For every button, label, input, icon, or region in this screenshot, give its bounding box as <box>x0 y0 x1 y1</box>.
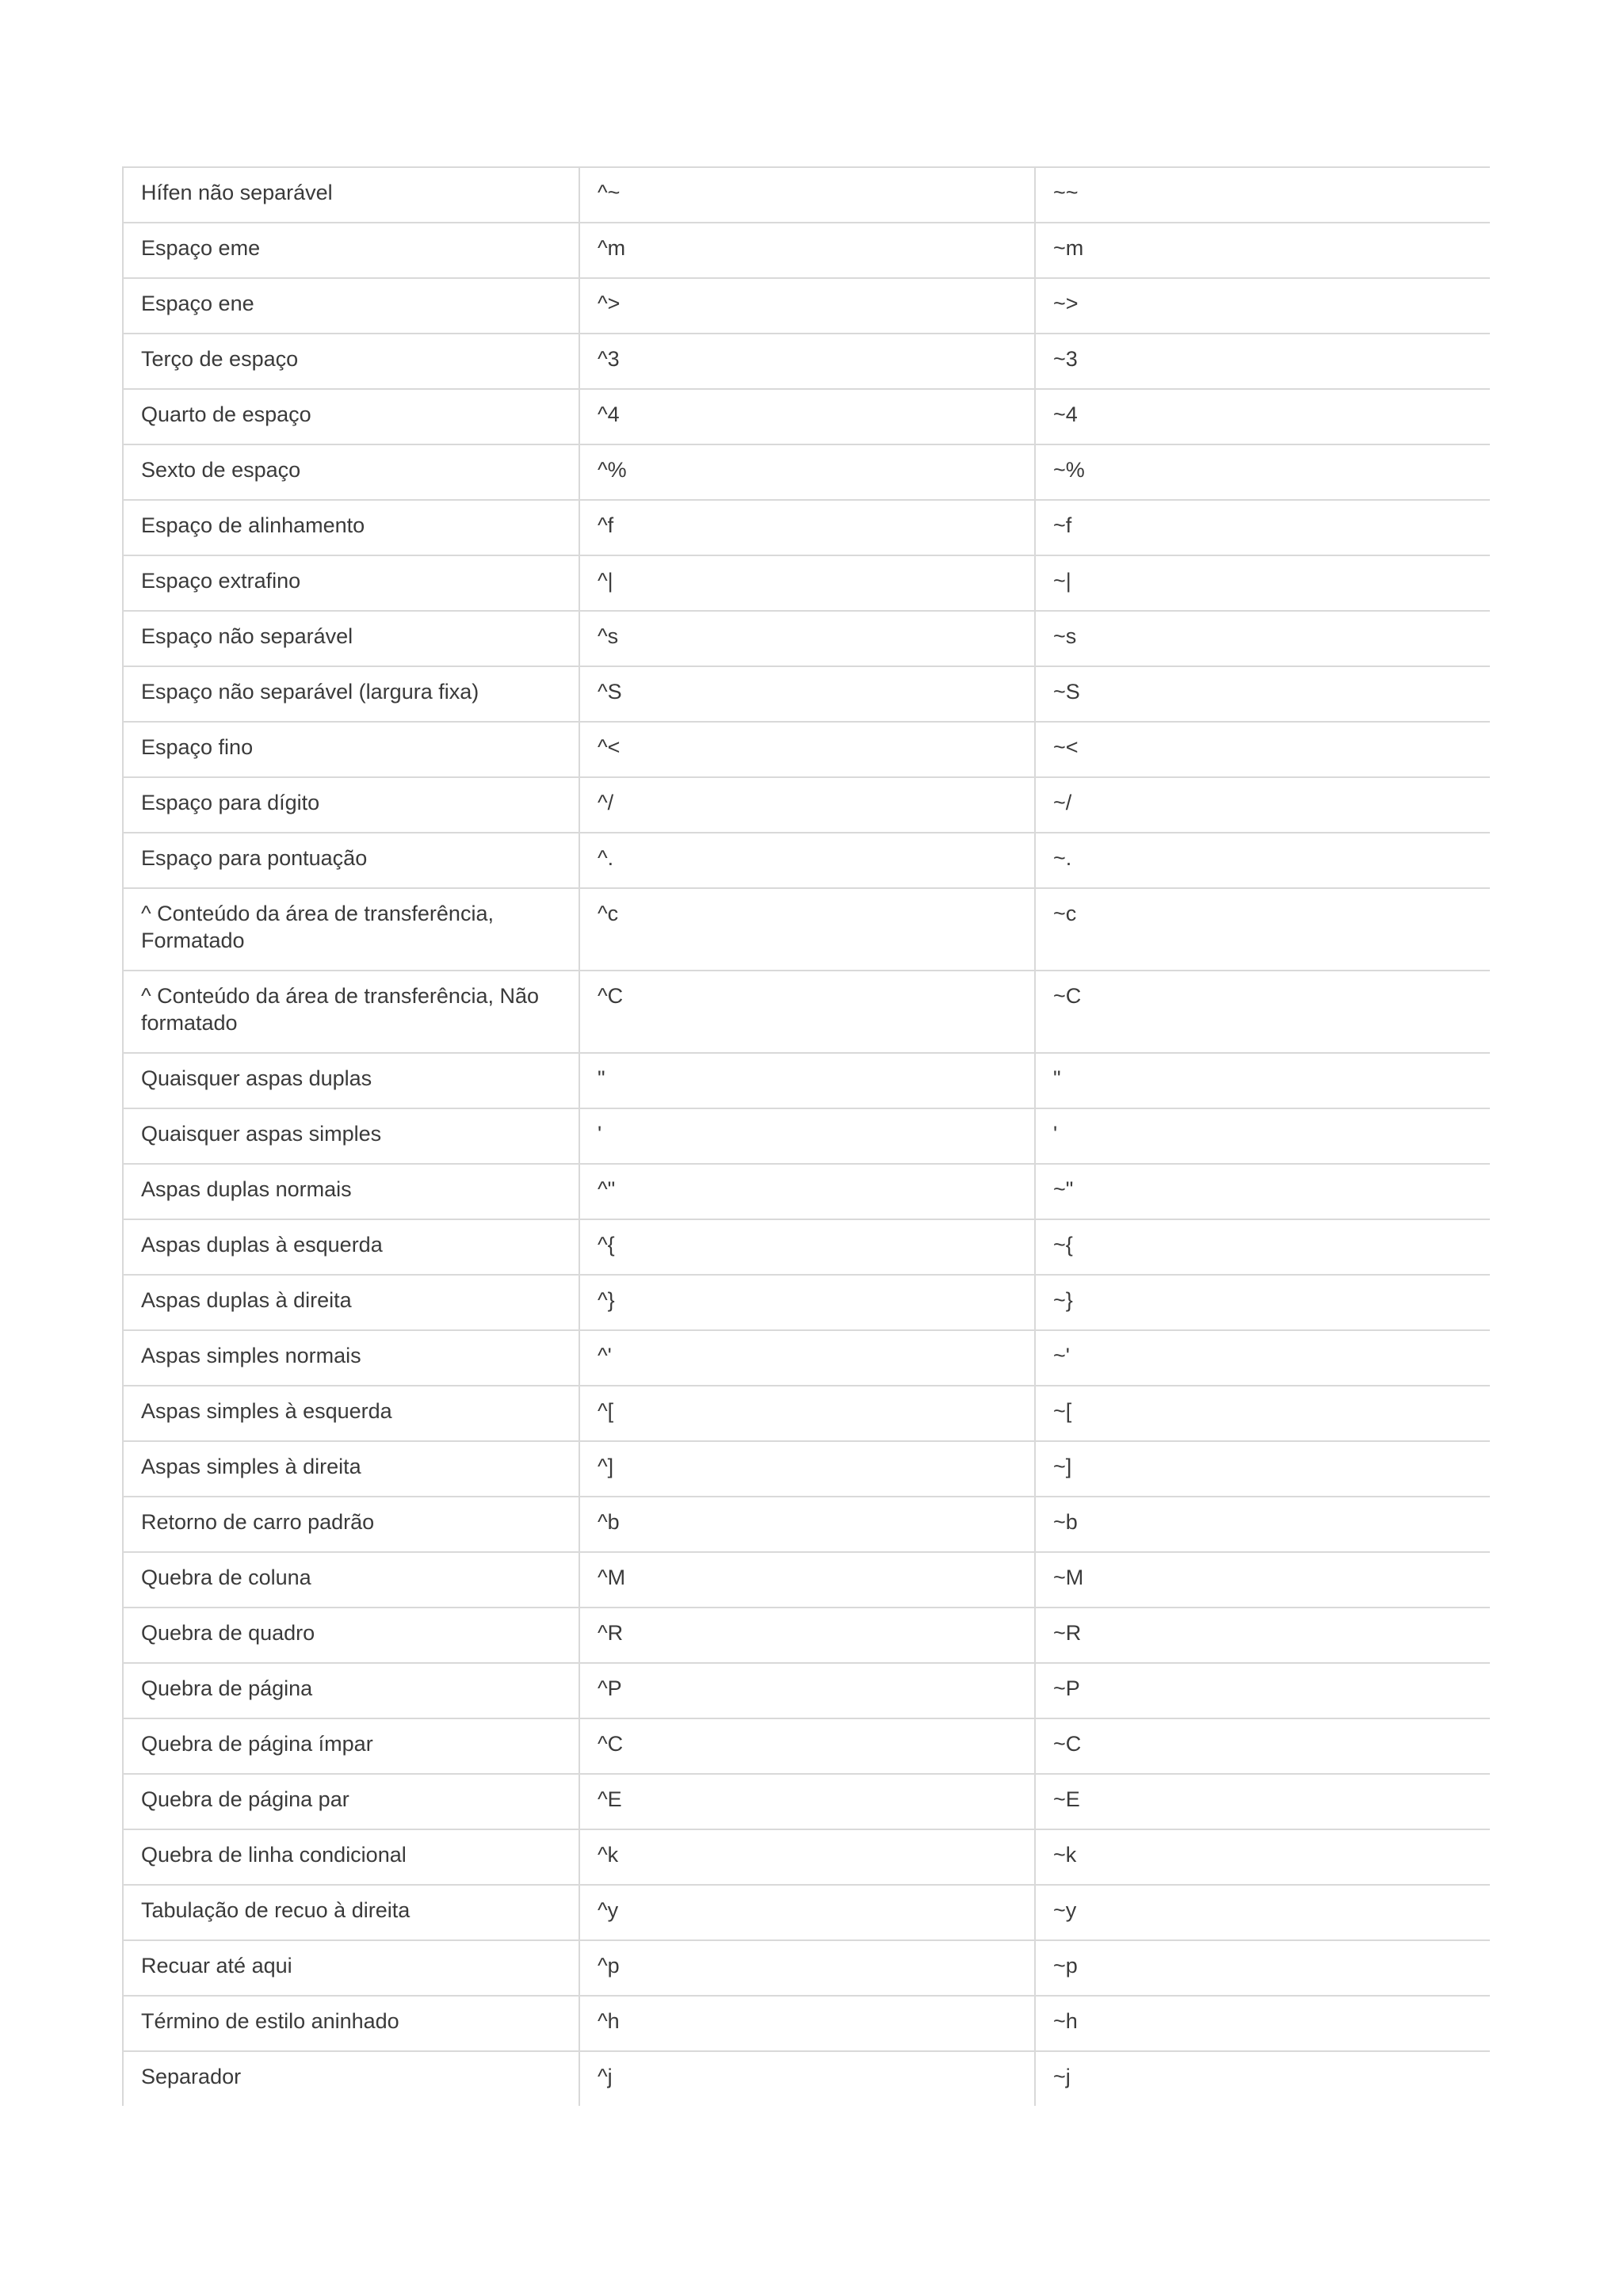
table-cell-code-tilde: ~" <box>1035 1164 1490 1219</box>
table-cell-name: Espaço não separável (largura fixa) <box>123 666 579 722</box>
table-cell-name: Espaço não separável <box>123 611 579 666</box>
table-cell-code-caret: ^' <box>579 1330 1035 1386</box>
table-cell-code-caret: ^% <box>579 444 1035 500</box>
table-cell-name: ^ Conteúdo da área de transferência, Formatado <box>123 888 579 971</box>
table-cell-code-caret: ^~ <box>579 167 1035 223</box>
special-characters-table-container <box>122 166 1490 2123</box>
table-cell-code-caret: ^> <box>579 278 1035 334</box>
table-row <box>123 1829 1490 1885</box>
table-cell-name: Espaço extrafino <box>123 555 579 611</box>
table-cell-code-caret: ^C <box>579 1718 1035 1774</box>
table-row <box>123 1663 1490 1718</box>
table-cell-code-tilde: ~| <box>1035 555 1490 611</box>
table-cell-name: Quarto de espaço <box>123 389 579 444</box>
table-cell-name: Recuar até aqui <box>123 1940 579 1996</box>
table-cell-code-tilde: ~} <box>1035 1275 1490 1330</box>
table-cell-code-tilde: ~S <box>1035 666 1490 722</box>
table-cell-name: Quaisquer aspas duplas <box>123 1053 579 1108</box>
table-cell-code-tilde: ~m <box>1035 223 1490 278</box>
table-cell-name: Quebra de página <box>123 1663 579 1718</box>
table-cell-name: Término de estilo aninhado <box>123 1996 579 2051</box>
table-cell-name: Sexto de espaço <box>123 444 579 500</box>
table-row <box>123 1053 1490 1108</box>
table-cell-code-caret: ^< <box>579 722 1035 777</box>
table-cell-name: Tabulação de recuo à direita <box>123 1885 579 1940</box>
table-cell-code-caret: ^. <box>579 833 1035 888</box>
table-cell-code-tilde: ~b <box>1035 1497 1490 1552</box>
table-cell-code-caret: ^R <box>579 1608 1035 1663</box>
table-cell-code-caret: ^b <box>579 1497 1035 1552</box>
table-cell-code-tilde: ' <box>1035 1108 1490 1164</box>
table-cell-code-caret: ^c <box>579 888 1035 971</box>
table-row <box>123 722 1490 777</box>
table-cell-name: Separador <box>123 2051 579 2106</box>
table-cell-code-caret: ^M <box>579 1552 1035 1608</box>
table-row <box>123 1996 1490 2051</box>
table-cell-code-tilde: ~s <box>1035 611 1490 666</box>
table-row <box>123 2051 1490 2106</box>
table-row <box>123 1608 1490 1663</box>
table-cell-code-caret: ^h <box>579 1996 1035 2051</box>
table-cell-name: Espaço para dígito <box>123 777 579 833</box>
table-row <box>123 1164 1490 1219</box>
table-cell-code-tilde: ~c <box>1035 888 1490 971</box>
table-row <box>123 1940 1490 1996</box>
table-cell-code-caret: ^S <box>579 666 1035 722</box>
table-cell-code-caret: ^" <box>579 1164 1035 1219</box>
table-row <box>123 888 1490 971</box>
table-cell-code-tilde: ~> <box>1035 278 1490 334</box>
table-cell-code-tilde: ~] <box>1035 1441 1490 1497</box>
table-cell-code-tilde: ~[ <box>1035 1386 1490 1441</box>
table-cell-code-tilde: ~y <box>1035 1885 1490 1940</box>
table-row <box>123 1330 1490 1386</box>
table-cell-code-tilde: ~4 <box>1035 389 1490 444</box>
table-row <box>123 389 1490 444</box>
table-cell-code-tilde: ~j <box>1035 2051 1490 2106</box>
table-cell-code-caret: ^{ <box>579 1219 1035 1275</box>
table-cell-code-tilde: ~M <box>1035 1552 1490 1608</box>
table-row <box>123 167 1490 223</box>
table-row <box>123 1386 1490 1441</box>
table-row <box>123 278 1490 334</box>
table-row <box>123 555 1490 611</box>
table-cell-name: Retorno de carro padrão <box>123 1497 579 1552</box>
table-cell-name: Espaço ene <box>123 278 579 334</box>
table-cell-code-tilde: ~< <box>1035 722 1490 777</box>
table-cell-code-caret: ^} <box>579 1275 1035 1330</box>
table-row <box>123 500 1490 555</box>
table-body <box>123 167 1490 2106</box>
table-row <box>123 1219 1490 1275</box>
table-cell-name: Quebra de página par <box>123 1774 579 1829</box>
table-row <box>123 611 1490 666</box>
table-cell-code-tilde: ~p <box>1035 1940 1490 1996</box>
table-cell-code-caret: ^] <box>579 1441 1035 1497</box>
table-row <box>123 1275 1490 1330</box>
table-cell-code-tilde: ~h <box>1035 1996 1490 2051</box>
table-cell-code-caret: ^s <box>579 611 1035 666</box>
table-cell-name: Quebra de coluna <box>123 1552 579 1608</box>
table-cell-name: Aspas simples à esquerda <box>123 1386 579 1441</box>
table-row <box>123 666 1490 722</box>
table-cell-code-tilde: ~f <box>1035 500 1490 555</box>
table-cell-name: Quaisquer aspas simples <box>123 1108 579 1164</box>
table-cell-code-tilde: ~P <box>1035 1663 1490 1718</box>
table-cell-code-tilde: ~/ <box>1035 777 1490 833</box>
table-row <box>123 334 1490 389</box>
table-cell-name: Aspas duplas normais <box>123 1164 579 1219</box>
table-row <box>123 833 1490 888</box>
table-cell-code-tilde: ~R <box>1035 1608 1490 1663</box>
table-cell-name: Aspas simples normais <box>123 1330 579 1386</box>
table-cell-code-caret: ^| <box>579 555 1035 611</box>
table-row <box>123 777 1490 833</box>
table-cell-code-caret: ^m <box>579 223 1035 278</box>
table-cell-code-caret: ^/ <box>579 777 1035 833</box>
table-row <box>123 1774 1490 1829</box>
table-row <box>123 1497 1490 1552</box>
table-cell-code-caret: ^f <box>579 500 1035 555</box>
table-cell-name: Espaço de alinhamento <box>123 500 579 555</box>
table-cell-code-tilde: ~{ <box>1035 1219 1490 1275</box>
table-cell-code-tilde: ~' <box>1035 1330 1490 1386</box>
table-cell-code-caret: ' <box>579 1108 1035 1164</box>
table-cell-code-tilde: ~. <box>1035 833 1490 888</box>
table-cell-code-caret: ^[ <box>579 1386 1035 1441</box>
table-row <box>123 1885 1490 1940</box>
table-cell-code-tilde: ~C <box>1035 1718 1490 1774</box>
table-cell-code-tilde: " <box>1035 1053 1490 1108</box>
table-cell-name: Espaço para pontuação <box>123 833 579 888</box>
table-cell-code-caret: ^y <box>579 1885 1035 1940</box>
table-cell-code-caret: ^j <box>579 2051 1035 2106</box>
table-cell-code-caret: ^P <box>579 1663 1035 1718</box>
table-cell-code-caret: ^C <box>579 971 1035 1053</box>
table-cell-name: Espaço fino <box>123 722 579 777</box>
table-cell-code-tilde: ~k <box>1035 1829 1490 1885</box>
table-cell-code-caret: ^E <box>579 1774 1035 1829</box>
table-row <box>123 971 1490 1053</box>
table-cell-code-tilde: ~3 <box>1035 334 1490 389</box>
table-cell-name: Aspas simples à direita <box>123 1441 579 1497</box>
special-characters-table <box>122 166 1490 2106</box>
table-cell-name: Espaço eme <box>123 223 579 278</box>
table-cell-name: Terço de espaço <box>123 334 579 389</box>
table-cell-code-caret: " <box>579 1053 1035 1108</box>
table-cell-code-caret: ^k <box>579 1829 1035 1885</box>
table-cell-code-caret: ^p <box>579 1940 1035 1996</box>
table-row <box>123 1108 1490 1164</box>
table-cell-code-tilde: ~~ <box>1035 167 1490 223</box>
table-cell-code-tilde: ~C <box>1035 971 1490 1053</box>
table-cell-name: Quebra de linha condicional <box>123 1829 579 1885</box>
table-cell-name: Quebra de página ímpar <box>123 1718 579 1774</box>
table-cell-name: Quebra de quadro <box>123 1608 579 1663</box>
table-cell-name: Aspas duplas à esquerda <box>123 1219 579 1275</box>
table-row <box>123 1552 1490 1608</box>
table-row <box>123 223 1490 278</box>
table-row <box>123 444 1490 500</box>
table-cell-name: Hífen não separável <box>123 167 579 223</box>
table-cell-name: Aspas duplas à direita <box>123 1275 579 1330</box>
table-cell-name: ^ Conteúdo da área de transferência, Não formatado <box>123 971 579 1053</box>
table-row <box>123 1718 1490 1774</box>
table-cell-code-tilde: ~% <box>1035 444 1490 500</box>
table-cell-code-caret: ^3 <box>579 334 1035 389</box>
table-cell-code-tilde: ~E <box>1035 1774 1490 1829</box>
table-row <box>123 1441 1490 1497</box>
table-cell-code-caret: ^4 <box>579 389 1035 444</box>
